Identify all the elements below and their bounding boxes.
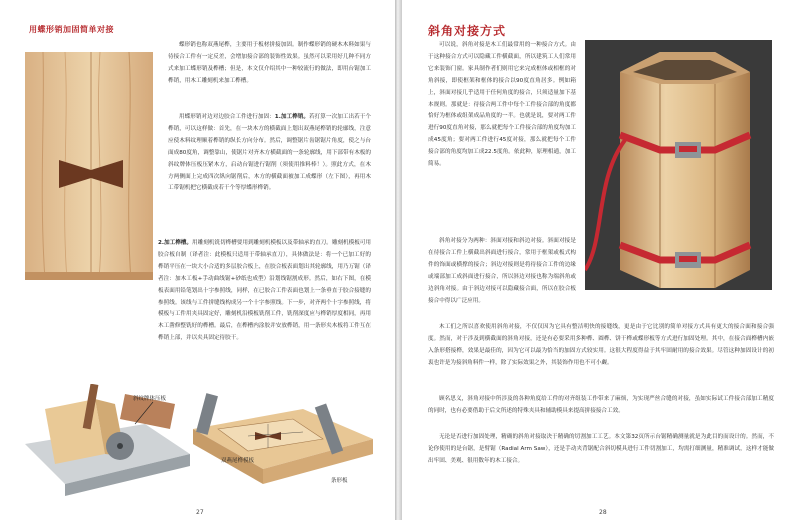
section-title: 斜角对接方式 xyxy=(428,24,507,38)
template-diagram-label: 双燕尾榫模板 xyxy=(221,458,255,464)
intro-paragraph: 蝶形销也称双燕尾榫，主要用于板材拼接加固。制作蝶形销的硬木木料如果与待接合工件有一定反差，会增加接合部的装饰性效果。虽然可以采用好几种不同方式来加工蝶形销及榫槽；但是，本文仅介绍其中一种较流行的做法，即用台锯加工榫销，用木工雕刻机来加工榫槽。 xyxy=(168,42,371,84)
step2-heading: 2.加工榫槽。 xyxy=(158,240,192,246)
strip-diagram-label: 条形板 xyxy=(331,478,348,484)
step1-body: 若打算一次加工出若干个榫销，可以这样做：首先，在一块木方的横截面上划出双燕尾榫销的轮廓线，注意应使木料纹理顺着榫销的纵长方向分布。然后，调整锯片齿锯锯片角度，使之与台面成80度角，调整靠山，使锯片对齐木方横截面的一条轮廓线，用下部带有木板的斜纹牌体压板压紧木方，启动台锯进行锯削（须使用推料棒！）。照此方式，在木方两侧面上完成四次纵向锯削后，木方的横截面被加工成蝶形（左下图），再用木工带锯机把它横截成若干个等厚蝶形榫销。 xyxy=(168,114,371,192)
book-gutter xyxy=(395,0,402,520)
octagon-clamp-photo xyxy=(585,40,772,290)
step2-body: 用雕刻机铣切榫槽要用到雕刻机模板以及带轴承的直刀。雕刻机模板可用胶合板自制（译者注：此模板只适用于带轴承直刀），具体做法是：将一个已加工好的榫销平压在一块大小合适的多层胶合板上，在胶合板表面划出其轮廓线，用乃万锯（译者注：加木工板+手动曲线锯+砂纸也成型）沿划线锯割成形。然后，如右下图，在模板表面用铅笔划出十字参照线，同样，在已胶合工件表面也划上一条垂直于胶合接缝的参照线。该线与工件拼缝线构成另一个十字参照线。下一步，对齐两个十字参照线，将模板与工件用夹具固定好，雕刻机沿模板铣削工件，铣削深度应与榫销厚度相同，再用木工凿修整铣好的榫槽。最后，在榫槽内涂胶并安放榫销，用一条形夹木板将工件互在榫销上部，并以夹具固定待胶干。 xyxy=(158,240,371,342)
miter-types-continued xyxy=(428,296,774,320)
steps-intro: 用蝶形销对边对边胶合工件进行加固： xyxy=(179,114,275,120)
left-folio: 27 xyxy=(196,509,204,516)
table-saw-illustration xyxy=(25,384,190,499)
miter-intro-paragraph: 可以说，斜角对接是木工们最常用的一种接合方式。由于这种接合方式可以隐藏工件横截面，所以建筑工人们常用它来装饰门窗。家具制作者们则用它来完成框体或相框的对角斜接，即使框架和框体的接合以90度直角居多。例如箱上，斜面对接几乎适用于任何角度的接合，只须适量加下基本规则。那就是：待接合两工件中每个工件接合部的角度都恰好为框体或组架成品角度的一半。也就是说，要对两工件进行90度直角对接，那么就把每个工件接合部的角度均加工成45度角；要对两工件进行45度对接，那么就把每个工件接合部的角度均加工成22.5度角。依此种，原理相通，加工简易。 xyxy=(428,42,576,168)
router-template-illustration xyxy=(193,384,373,499)
step1-heading: 1.加工榫销。 xyxy=(274,114,310,120)
right-folio: 28 xyxy=(599,509,607,516)
dovetail-board-photo xyxy=(25,52,153,280)
miter-types-paragraph: 斜角对接分为两种：斜面对接和斜边对接。斜面对接是在待接合工件上横截出斜面进行接合，常用于框架或板式构件的饰面或横撑的接合；斜边对接则是将待接合工件的边缘或端部加工成斜面进行接合，所以斜边对接也称为端斜角或边斜角对接。由于斜边对接可以隐藏接合面，所以在胶合板接合中得以广泛应用。 xyxy=(428,238,576,304)
alignment-paragraph: 顾名思义，斜角对接中所涉及的各种角度给工件的对齐组装工作带来了麻烦，为实现严丝合缝的对接，虽如实际试工件接合部加工精度的同时，也有必要借助于后文所述的特殊夹具和辅助模具来提高拼接接合工效。 xyxy=(428,396,774,414)
running-head: 用蝶形销加固简单对接 xyxy=(29,25,114,34)
left-page xyxy=(0,0,395,520)
step2-paragraph xyxy=(158,238,371,372)
precision-paragraph: 无论是否进行加固处理，精确的斜角对接取决于精确的切割加工工艺。本文第32页所示台锯精确测量就是为此目的而设计的。然而，不论你使用的是台锯，是臂锯（Radial Arm Saw），还是手动夹背锯配合斜切模具进行工件切割加工，均需打细测量，精准调试，这样才能做出牢固、美观、很用数年的木工接合。 xyxy=(428,434,774,464)
reinforcement-paragraph: 木工们之所以喜欢使用斜角对接，不仅仅因为它具有整洁明快的接缝线，更是由于它比别的简单对接方式具有更大的接合面和接合强度。然而，对于涉及到横截面的斜角对接，还是有必要采用多种榫、圆榫、饼干榫或蝶形板等方式进行加固处理。其中，在接合面榫槽内嵌入条形搭接榫，效果是最佳的，因为它可以最为恰当的加固方式较实用。这很大程度得益于其牢固耐用的接合效果。尽管这种加固设计的初衷也许是为接斜角料件一样，除了实际效果之外，其装饰作用也不可小觑。 xyxy=(428,324,774,366)
saw-diagram-label: 斜纹牌体压板 xyxy=(133,396,167,402)
right-page xyxy=(402,0,798,520)
